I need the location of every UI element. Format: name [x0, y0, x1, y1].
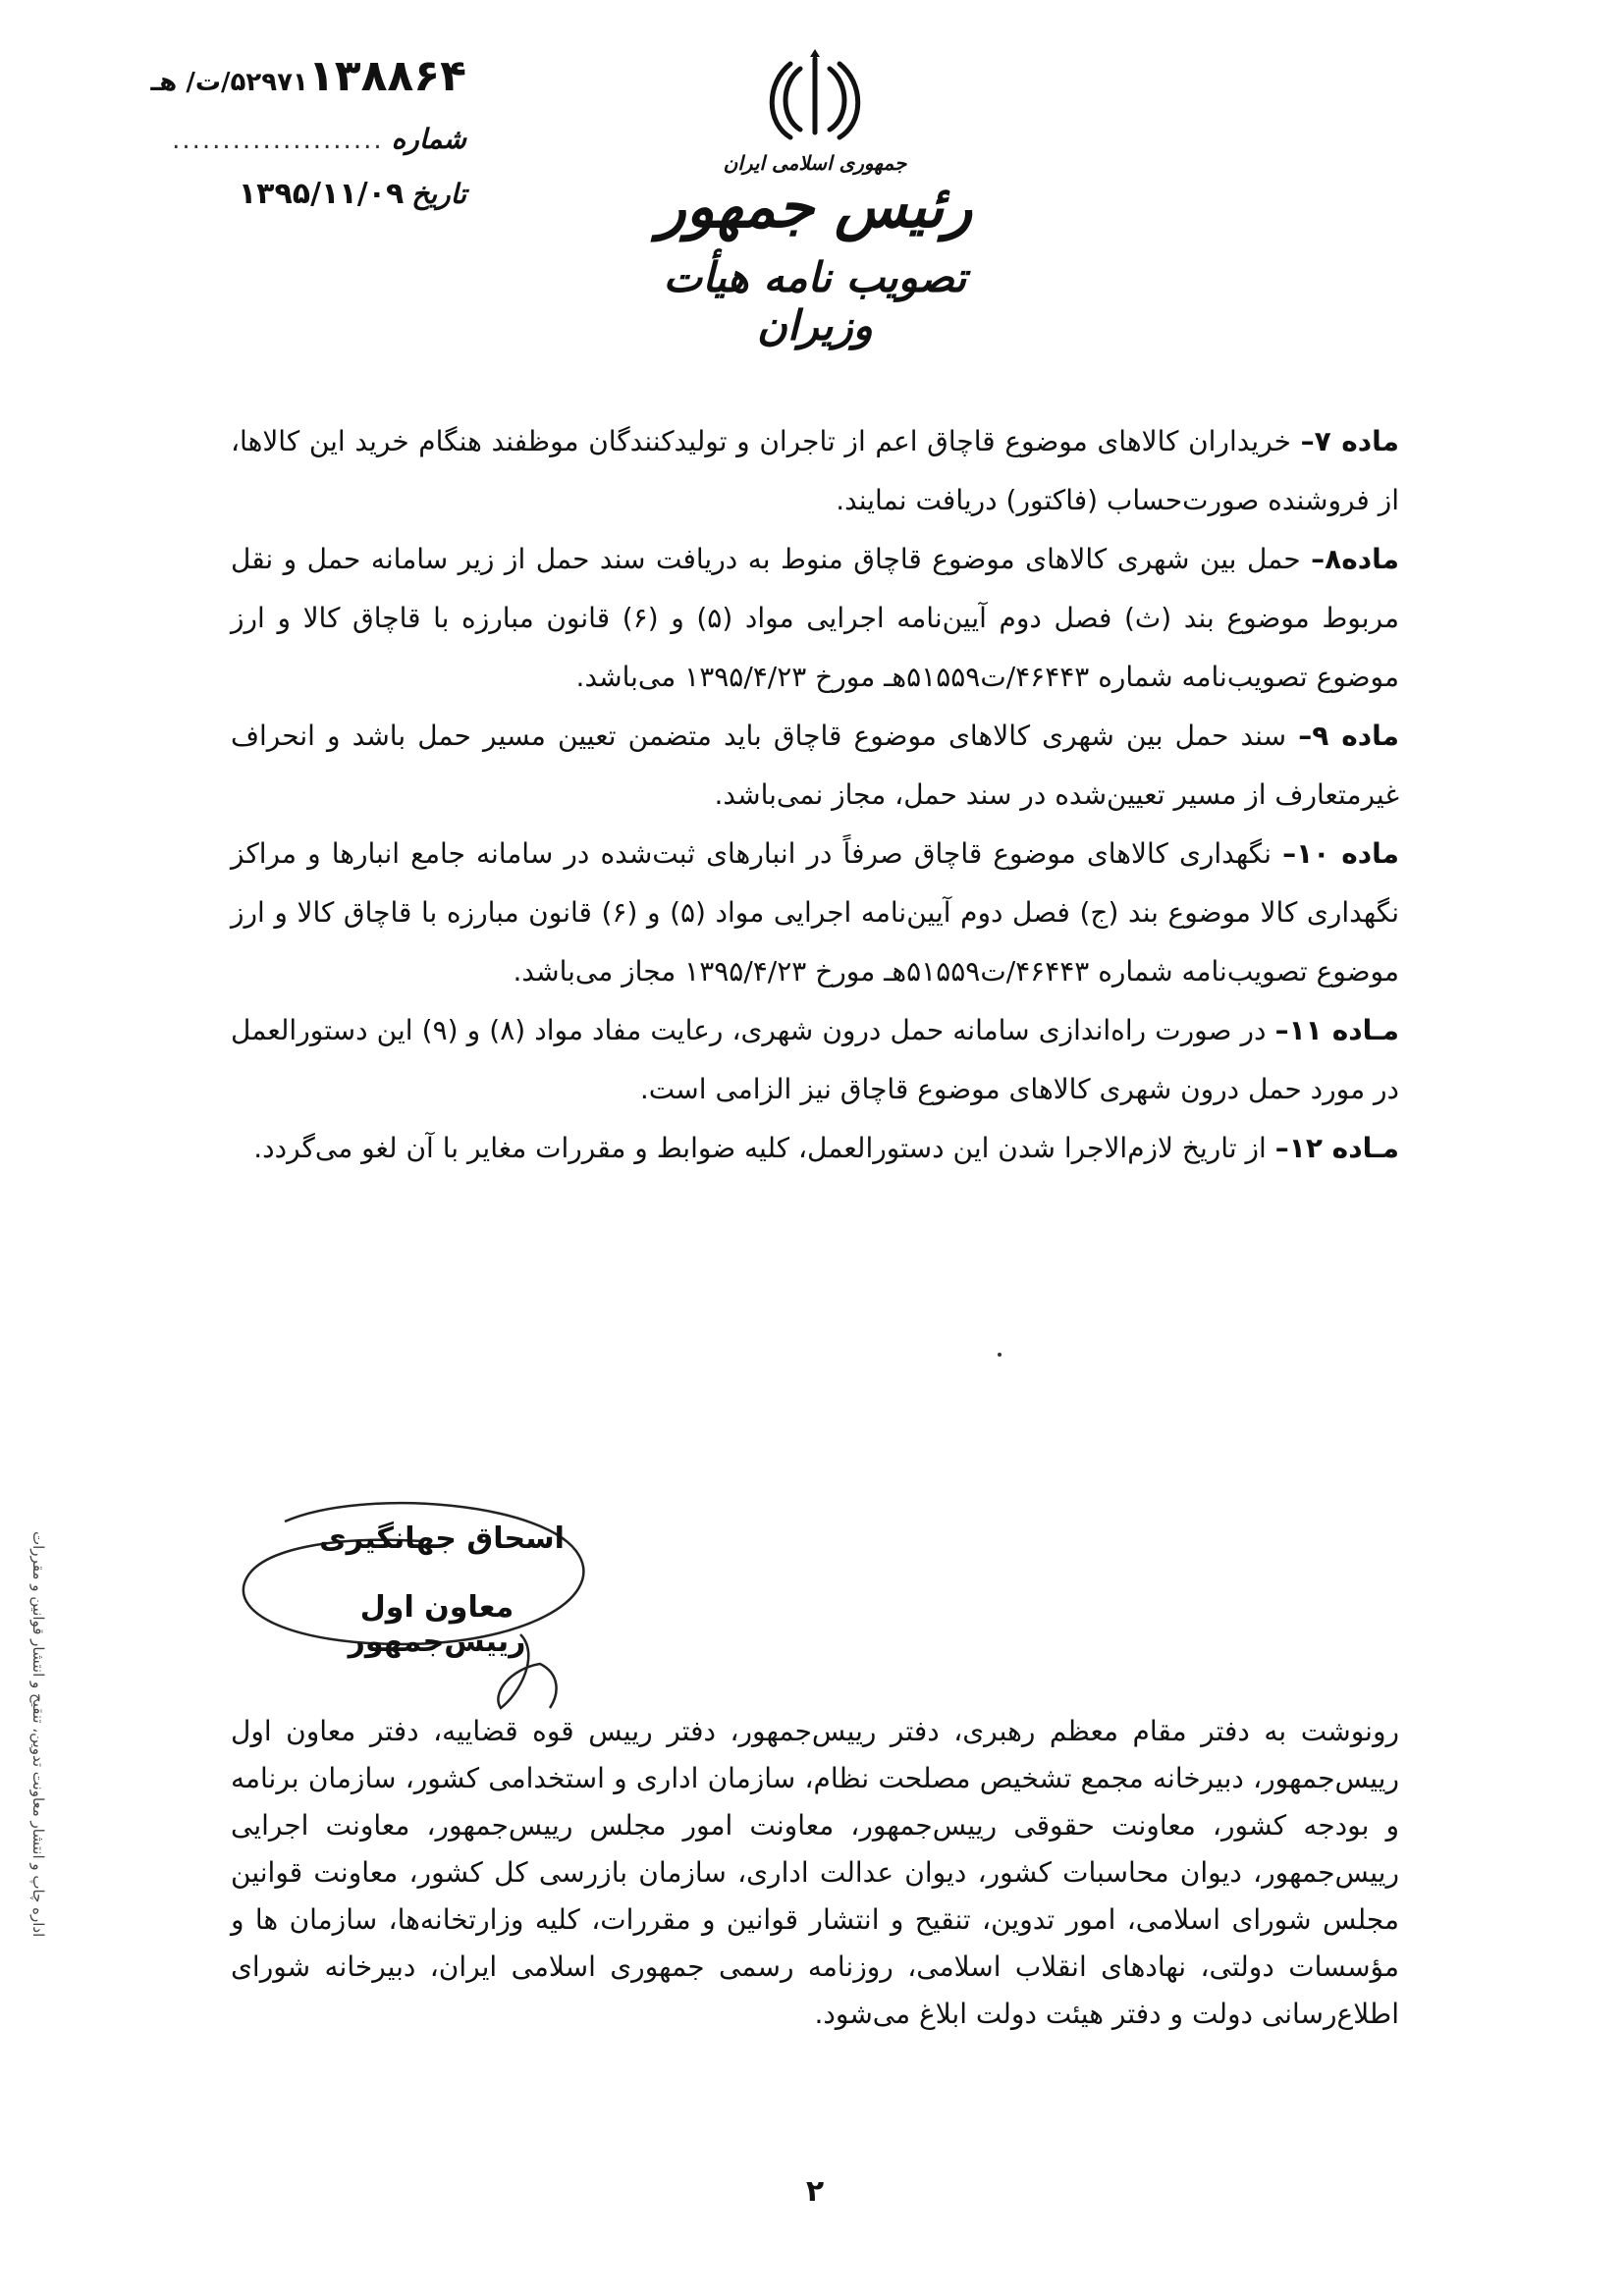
articles-body	[231, 412, 1399, 1178]
letterhead	[609, 49, 1021, 349]
date-label: تاریخ	[411, 178, 466, 210]
article-title: ماده ۱۰–	[1282, 837, 1399, 870]
reference-number: ۵۲۹۷۱/ت/ هـ	[150, 68, 308, 97]
article-text: نگهداری کالاهای موضوع قاچاق صرفاً در انبارهای ثبت‌شده در سامانه جامع انبارها و مراکز نگهداری کالا موضوع بند (ج) فصل دوم آیین‌نامه اجرایی مواد (۵) و (۶) قانون مبارزه با قاچاق کالا و ارز موضوع تصویب‌نامه شماره ۴۶۴۴۳/ت۵۱۵۵۹هـ مورخ ۱۳۹۵/۴/۲۳ مجاز می‌باشد.	[231, 837, 1399, 988]
reference-row	[93, 51, 466, 101]
republic-caption: جمهوری اسلامی ایران	[723, 151, 907, 175]
article-9	[231, 707, 1399, 825]
article-12	[231, 1119, 1399, 1178]
signature-block	[226, 1497, 609, 1664]
stray-dot	[998, 1353, 1001, 1357]
article-10	[231, 825, 1399, 1001]
top-number: ۱۳۸۸۶۴	[307, 51, 466, 101]
decree-title: تصویب نامه هیأت وزیران	[663, 253, 967, 349]
article-11	[231, 1001, 1399, 1119]
signatory-title: معاون اول رییس‌جمهور	[348, 1590, 526, 1659]
signatory-name: اسحاق جهانگیری	[319, 1522, 565, 1556]
article-text: در صورت راه‌اندازی سامانه حمل درون شهری، رعایت مفاد مواد (۸) و (۹) این دستورالعمل در مورد حمل درون شهری کالاهای موضوع قاچاق نیز الزامی است.	[231, 1014, 1399, 1105]
article-title: مـاده ۱۲–	[1274, 1132, 1399, 1164]
document-meta	[93, 51, 466, 233]
article-7	[231, 412, 1399, 530]
president-title: رئیس جمهور	[657, 173, 973, 241]
side-note	[18, 1531, 57, 2160]
date-row	[93, 177, 466, 211]
number-value: .....................	[172, 126, 384, 155]
number-label: شماره	[391, 123, 466, 155]
article-text: خریداران کالاهای موضوع قاچاق اعم از تاجران و تولیدکنندگان موظفند هنگام خرید این کالاها، از فروشنده صورت‌حساب (فاکتور) دریافت نمایند.	[231, 425, 1399, 516]
article-title: مـاده ۱۱–	[1274, 1014, 1400, 1046]
article-title: ماده۸–	[1311, 543, 1399, 575]
article-text: سند حمل بین شهری کالاهای موضوع قاچاق باید متضمن تعیین مسیر حمل باشد و انحراف غیرمتعارف از مسیر تعیین‌شده در سند حمل، مجاز نمی‌باشد.	[231, 720, 1399, 811]
date-value: ۱۳۹۵/۱۱/۰۹	[238, 177, 405, 211]
side-note-text: اداره چاپ و انتشار معاونت تدوین، تنقیح و انتشار قوانین و مقررات	[29, 1531, 47, 1938]
page-number: ۲	[805, 2174, 825, 2209]
article-text: از تاریخ لازم‌الاجرا شدن این دستورالعمل، کلیه ضوابط و مقررات مغایر با آن لغو می‌گردد.	[253, 1132, 1275, 1164]
article-text: حمل بین شهری کالاهای موضوع قاچاق منوط به دریافت سند حمل از زیر سامانه حمل و نقل مربوط موضوع بند (ث) فصل دوم آیین‌نامه اجرایی مواد (۵) و (۶) قانون مبارزه با قاچاق کالا و ارز موضوع تصویب‌نامه شماره ۴۶۴۴۳/ت۵۱۵۵۹هـ مورخ ۱۳۹۵/۴/۲۳ می‌باشد.	[231, 543, 1399, 693]
article-title: ماده ۷–	[1300, 425, 1400, 457]
iran-emblem-icon	[761, 49, 869, 147]
copy-recipients: رونوشت به دفتر مقام معظم رهبری، دفتر رییس‌جمهور، دفتر رییس قوه قضاییه، دفتر معاون اول رییس‌جمهور، دبیرخانه مجمع تشخیص مصلحت نظام، سازمان اداری و استخدامی کشور، سازمان برنامه و بودجه کشور، معاونت حقوقی رییس‌جمهور، معاونت امور مجلس رییس‌جمهور، معاونت اجرایی رییس‌جمهور، دیوان محاسبات کشور، دیوان عدالت اداری، سازمان بازرسی کل کشور، معاونت قوانین مجلس شورای اسلامی، امور تدوین، تنقیح و انتشار قوانین و مقررات، کلیه وزارتخانه‌ها، سازمان ها و مؤسسات دولتی، نهادهای انقلاب اسلامی، روزنامه رسمی جمهوری اسلامی ایران، دبیرخانه شورای اطلاع‌رسانی دولت و دفتر هیئت دولت ابلاغ می‌شود.	[231, 1715, 1399, 2030]
article-title: ماده ۹–	[1298, 720, 1400, 752]
article-8	[231, 530, 1399, 707]
number-row	[93, 123, 466, 155]
